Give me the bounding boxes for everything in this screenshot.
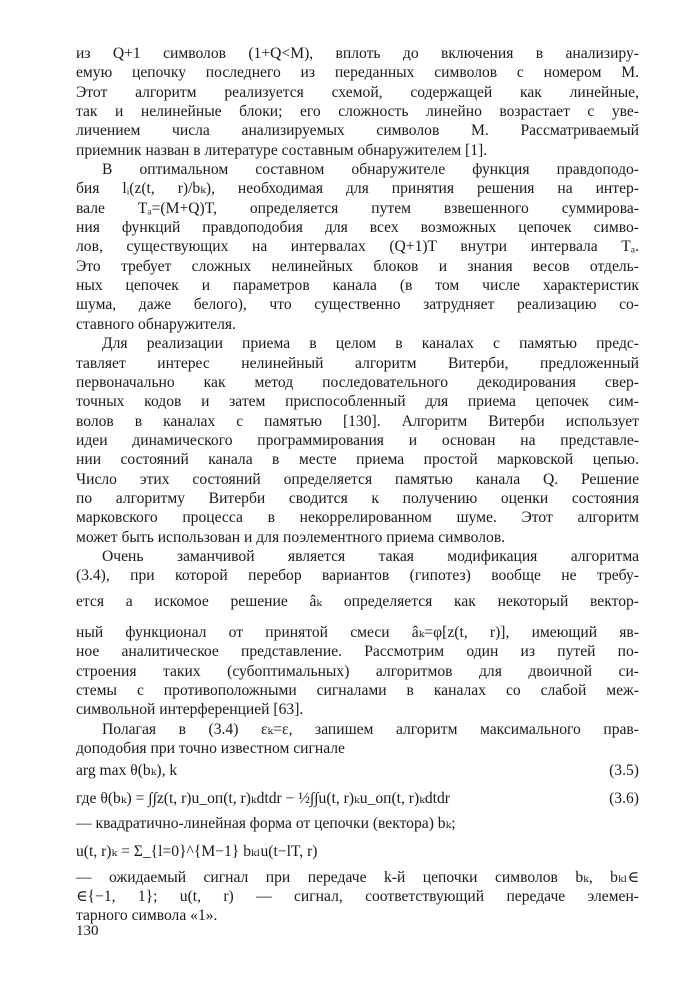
- text-line: лов, существующих на интервалах (Q+1)T внутри интервала Tₐ.: [76, 238, 639, 256]
- paragraph-1: [76, 44, 639, 160]
- paragraph-4: [76, 547, 639, 720]
- text-line: ∈{−1, 1}; u(t, r) — сигнал, соответствующий передаче элемен-: [76, 888, 639, 906]
- text-line: так и нелинейные блоки; его сложность линейно возрастает с уве-: [76, 103, 639, 121]
- text-line: из Q+1 символов (1+Q<M), вплоть до включения в анализиру-: [76, 45, 639, 62]
- paragraph-3: [76, 334, 639, 547]
- equation-number: (3.6): [609, 790, 639, 808]
- text-line: ное аналитическое представление. Рассмотрим один из путей по-: [76, 643, 639, 661]
- text-line: — квадратично-линейная форма от цепочки (вектора) bₖ;: [76, 815, 456, 833]
- text-line: марковского процесса в некоррелированном шуме. Этот алгоритм: [76, 509, 639, 527]
- text-line: личением числа анализируемых символов M. Рассматриваемый: [76, 122, 639, 140]
- text-line: Очень заманчивой является такая модификация алгоритма: [102, 547, 639, 565]
- text-line: — ожидаемый сигнал при передаче k-й цепочки символов bₖ, bₖₗ∈: [76, 868, 639, 886]
- text-line: точных кодов и затем приспособленный для приема цепочек сим-: [76, 393, 639, 411]
- text-column: [76, 44, 639, 926]
- text-line: ный функционал от принятой смеси âₖ=φ[z(t, r)], имеющий яв-: [76, 623, 639, 641]
- equation-body: u(t, r)ₖ = Σ_{l=0}^{M−1} bₖₗu(t−lT, r): [76, 842, 318, 860]
- text-line: волов в каналах с памятью [130]. Алгоритм Витерби использует: [76, 412, 639, 430]
- text-line: строения таких (субоптимальных) алгоритмов для двоичной си-: [76, 662, 639, 680]
- text-line: нии состояний канала в месте приема простой марковской цепью.: [76, 451, 639, 469]
- text-line: тавляет интерес нелинейный алгоритм Витерби, предложенный: [76, 354, 639, 372]
- equation-3-5: [76, 758, 639, 786]
- text-line: В оптимальном составном обнаружителе функция правдоподо-: [102, 161, 639, 179]
- text-line: ставного обнаружителя.: [76, 315, 236, 333]
- text-line: Этот алгоритм реализуется схемой, содержащей как линейные,: [76, 83, 639, 101]
- equation-body: где θ(bₖ) = ∫∫z(t, r)u_оп(t, r)ₖdtdr − ½∫∫u(t, r)ₖu_оп(t, r)ₖdtdr: [76, 790, 450, 808]
- text-line: приемник назван в литературе составным обнаружителем [1].: [76, 141, 488, 159]
- equation-signal-sum: [76, 834, 639, 868]
- equation-body: arg max θ(bₖ), k: [76, 762, 178, 780]
- paragraph-2: [76, 160, 639, 334]
- text-line: Для реализации приема в целом в каналах с памятью предс-: [102, 335, 639, 353]
- text-line: Полагая в (3.4) εₖ=ε, запишем алгоритм максимального прав-: [102, 720, 639, 738]
- text-line: вале Tₐ=(M+Q)T, определяется путем взвешенного суммирова-: [76, 199, 639, 217]
- text-line: (3.4), при которой перебор вариантов (гипотез) вообще не требу-: [76, 567, 639, 585]
- text-line: ется а искомое решение âₖ определяется как некоторый вектор-: [76, 592, 639, 610]
- equation-number: (3.5): [609, 762, 639, 780]
- text-line: доподобия при точно известном сигнале: [76, 740, 345, 758]
- text-line: идеи динамического программирования и основан на представле-: [76, 431, 639, 449]
- text-line: символьной интерференцией [63].: [76, 701, 304, 719]
- quadratic-form-line: [76, 814, 639, 833]
- text-line: емую цепочку последнего из переданных символов с номером M.: [76, 64, 639, 82]
- text-line: по алгоритму Витерби сводится к получению оценки состояния: [76, 489, 639, 507]
- text-line: тарного символа «1».: [76, 907, 218, 925]
- paragraph-6: [76, 868, 639, 926]
- paragraph-5: [76, 720, 639, 759]
- text-line: Это требует сложных нелинейных блоков и знания весов отдель-: [76, 257, 639, 275]
- text-line: первоначально как метод последовательного декодирования свер-: [76, 373, 639, 391]
- text-line: ных цепочек и параметров канала (в том числе характеристик: [76, 277, 639, 295]
- page-number: 130: [76, 923, 99, 939]
- equation-3-6: [76, 786, 639, 814]
- text-line: ния функций правдоподобия для всех возможных цепочек симво-: [76, 219, 639, 237]
- text-line: может быть использован и для поэлементного приема символов.: [76, 528, 506, 546]
- text-line: бия lᵢ(z(t, r)/bₖ), необходимая для принятия решения на интер-: [76, 180, 639, 198]
- text-line: стемы с противоположными сигналами в каналах со слабой меж-: [76, 682, 639, 699]
- text-line: шума, даже белого), что существенно затрудняет реализацию со-: [76, 296, 639, 314]
- text-line: Число этих состояний определяется памятью канала Q. Решение: [76, 470, 639, 488]
